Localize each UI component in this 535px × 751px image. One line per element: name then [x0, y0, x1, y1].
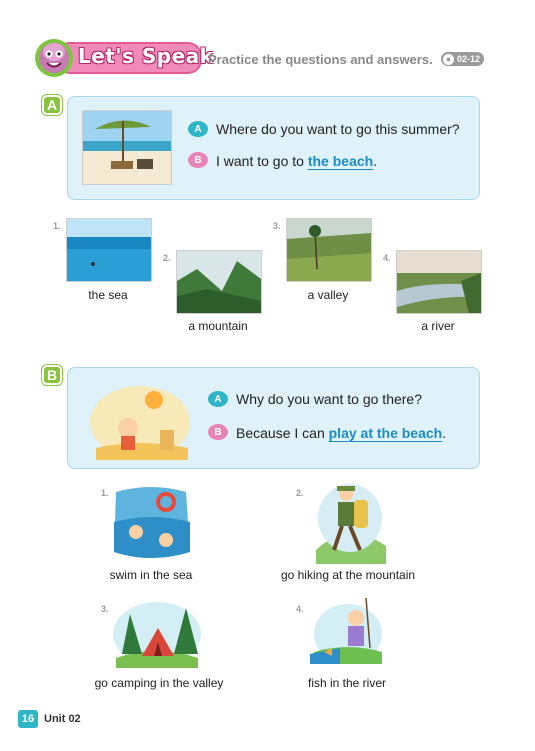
section-a-dialogue-box	[67, 96, 480, 200]
answer-a-highlight: the beach	[307, 153, 374, 169]
item-number: 1.	[53, 221, 61, 231]
answer-a-prefix: I want to go to	[216, 153, 308, 169]
answer-b-highlight: play at the beach	[328, 425, 443, 441]
speaker-a-bubble: A	[208, 391, 228, 407]
section-b-marker: B	[42, 365, 62, 385]
answer-a-suffix: .	[373, 153, 378, 169]
audio-track-number: 02-12	[457, 54, 481, 64]
item-number: 1.	[101, 488, 109, 498]
item-number: 4.	[383, 253, 391, 263]
answer-b	[236, 425, 446, 441]
fishing-illustration	[310, 592, 386, 668]
item-number: 4.	[296, 604, 304, 614]
section-a-marker: A	[42, 95, 62, 115]
item-caption: a mountain	[188, 319, 248, 333]
question-b: Why do you want to go there?	[236, 391, 422, 407]
item-number: 2.	[296, 488, 304, 498]
unit-label: Unit 02	[44, 713, 81, 725]
river-photo	[396, 250, 482, 314]
answer-b-prefix: Because I can	[236, 425, 329, 441]
hiking-illustration	[306, 480, 390, 564]
item-caption: go hiking at the mountain	[280, 568, 416, 582]
camping-illustration	[112, 594, 202, 668]
speaker-a-bubble: A	[188, 121, 208, 137]
page-number: 16	[18, 710, 38, 728]
valley-photo	[286, 218, 372, 282]
sea-photo	[66, 218, 152, 282]
lets-speak-title: Let's Speak	[78, 44, 214, 68]
item-number: 2.	[163, 253, 171, 263]
speaker-b-bubble: B	[208, 424, 228, 440]
beach-play-illustration	[88, 378, 192, 460]
audio-track-badge[interactable]	[441, 52, 484, 66]
question-a: Where do you want to go this summer?	[216, 121, 460, 137]
answer-a	[216, 153, 377, 169]
speaker-b-bubble: B	[188, 152, 208, 168]
item-caption: a river	[421, 319, 455, 333]
item-caption: swim in the sea	[109, 568, 193, 582]
item-number: 3.	[273, 221, 281, 231]
swim-illustration	[110, 482, 192, 564]
section-b-dialogue-box	[67, 367, 480, 469]
answer-b-suffix: .	[442, 425, 447, 441]
item-caption: go camping in the valley	[94, 676, 224, 690]
item-number: 3.	[101, 604, 109, 614]
header-subtitle: Practice the questions and answers.	[208, 52, 433, 67]
item-caption: the sea	[88, 288, 128, 302]
beach-illustration	[82, 110, 172, 185]
cd-icon: ●	[443, 54, 454, 65]
item-caption: fish in the river	[307, 676, 387, 690]
item-caption: a valley	[307, 288, 349, 302]
mountain-photo	[176, 250, 262, 314]
